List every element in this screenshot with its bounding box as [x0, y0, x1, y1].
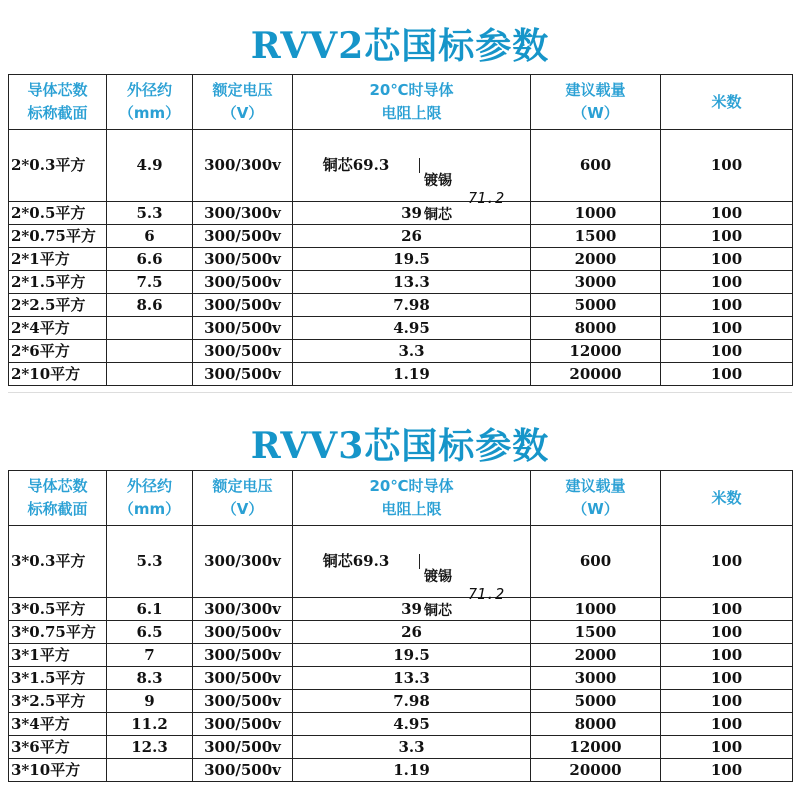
tinned-label-line-2: 铜芯: [424, 603, 452, 619]
table-row: [9, 667, 793, 690]
copper-resistance: 铜芯69.3: [293, 554, 420, 569]
table-row: [9, 759, 793, 782]
column-header-line: 外径约: [126, 81, 172, 99]
spec-cell: 2*4平方: [9, 317, 107, 340]
load-cell: 20000: [531, 759, 661, 782]
header-row: [9, 75, 793, 130]
load-cell: 1000: [531, 598, 661, 621]
table-row: [9, 340, 793, 363]
resistance-cell: 13.3: [293, 667, 531, 690]
voltage-cell: 300/500v: [193, 621, 293, 644]
voltage-cell: 300/500v: [193, 667, 293, 690]
voltage-cell: 300/300v: [193, 598, 293, 621]
column-header-line: 导体芯数: [27, 81, 88, 99]
outer-diameter-cell: 5.3: [107, 202, 193, 225]
column-header-line: （mm）: [118, 104, 181, 122]
spec-cell: 2*2.5平方: [9, 294, 107, 317]
resistance-cell: 19.5: [293, 248, 531, 271]
column-header-line: 额定电压: [212, 477, 273, 495]
outer-diameter-cell: 7: [107, 644, 193, 667]
column-header: [531, 75, 661, 130]
resistance-cell: 39: [293, 598, 531, 621]
column-header: [193, 471, 293, 526]
outer-diameter-cell: [107, 317, 193, 340]
outer-diameter-cell: 6: [107, 225, 193, 248]
load-cell: 12000: [531, 340, 661, 363]
column-header-line: 导体芯数: [27, 477, 88, 495]
meters-cell: 100: [661, 526, 793, 598]
voltage-cell: 300/500v: [193, 690, 293, 713]
spec-cell: 2*0.3平方: [9, 130, 107, 202]
voltage-cell: 300/500v: [193, 713, 293, 736]
tinned-value: 71.2: [468, 189, 505, 207]
column-header-line: （mm）: [118, 500, 181, 518]
tinned-copper-resistance: [420, 158, 530, 223]
voltage-cell: 300/300v: [193, 202, 293, 225]
column-header-line: 20℃时导体: [369, 81, 454, 99]
meters-cell: 100: [661, 130, 793, 202]
spec-cell: 2*1平方: [9, 248, 107, 271]
meters-cell: 100: [661, 225, 793, 248]
resistance-cell: 26: [293, 225, 531, 248]
table-row: [9, 225, 793, 248]
meters-cell: 100: [661, 759, 793, 782]
column-header: [661, 471, 793, 526]
column-header: [9, 471, 107, 526]
load-cell: 1500: [531, 225, 661, 248]
resistance-cell: 13.3: [293, 271, 531, 294]
spec-cell: 3*1平方: [9, 644, 107, 667]
tinned-value: 71.2: [468, 585, 505, 603]
outer-diameter-cell: [107, 340, 193, 363]
spec-cell: 2*1.5平方: [9, 271, 107, 294]
table-row: [9, 736, 793, 759]
spec-cell: 3*1.5平方: [9, 667, 107, 690]
column-header-line: （V）: [221, 104, 264, 122]
spec-cell: 3*2.5平方: [9, 690, 107, 713]
spec-cell: 2*0.75平方: [9, 225, 107, 248]
load-cell: 8000: [531, 317, 661, 340]
column-header-line: 20℃时导体: [369, 477, 454, 495]
load-cell: 5000: [531, 690, 661, 713]
spec-cell: 2*6平方: [9, 340, 107, 363]
resistance-cell: 4.95: [293, 317, 531, 340]
voltage-cell: 300/500v: [193, 736, 293, 759]
column-header-line: 额定电压: [212, 81, 273, 99]
column-header-line: 电阻上限: [381, 104, 442, 122]
column-header: [193, 75, 293, 130]
resistance-cell: 7.98: [293, 294, 531, 317]
spec-cell: 3*4平方: [9, 713, 107, 736]
resistance-cell: 3.3: [293, 736, 531, 759]
table-row: [9, 248, 793, 271]
column-header-line: 米数: [711, 92, 742, 111]
table-row: [9, 130, 793, 202]
load-cell: 8000: [531, 713, 661, 736]
voltage-cell: 300/500v: [193, 363, 293, 386]
rvv2-section: [0, 0, 800, 390]
tinned-label-line-2: 铜芯: [424, 207, 452, 223]
rvv3-section: [0, 400, 800, 800]
meters-cell: 100: [661, 271, 793, 294]
load-cell: 3000: [531, 667, 661, 690]
column-header: [531, 471, 661, 526]
spec-cell: 3*0.75平方: [9, 621, 107, 644]
meters-cell: 100: [661, 736, 793, 759]
outer-diameter-cell: 4.9: [107, 130, 193, 202]
resistance-cell: 19.5: [293, 644, 531, 667]
load-cell: 1500: [531, 621, 661, 644]
column-header-line: （W）: [572, 500, 619, 518]
meters-cell: 100: [661, 713, 793, 736]
resistance-cell: 4.95: [293, 713, 531, 736]
meters-cell: 100: [661, 248, 793, 271]
meters-cell: 100: [661, 340, 793, 363]
outer-diameter-cell: 8.6: [107, 294, 193, 317]
column-header: [661, 75, 793, 130]
table-row: [9, 271, 793, 294]
column-header-line: 电阻上限: [381, 500, 442, 518]
voltage-cell: 300/500v: [193, 294, 293, 317]
outer-diameter-cell: [107, 759, 193, 782]
load-cell: 2000: [531, 248, 661, 271]
column-header-line: （W）: [572, 104, 619, 122]
tinned-label-line-1: 镀锡: [424, 569, 452, 585]
table-row: [9, 294, 793, 317]
outer-diameter-cell: 7.5: [107, 271, 193, 294]
spec-cell: 3*6平方: [9, 736, 107, 759]
table-row: [9, 202, 793, 225]
column-header: [107, 75, 193, 130]
column-header-line: 建议载量: [565, 477, 626, 495]
header-row: [9, 471, 793, 526]
column-header: [9, 75, 107, 130]
meters-cell: 100: [661, 598, 793, 621]
voltage-cell: 300/500v: [193, 644, 293, 667]
outer-diameter-cell: 6.5: [107, 621, 193, 644]
meters-cell: 100: [661, 202, 793, 225]
resistance-cell: 1.19: [293, 759, 531, 782]
spec-table: [8, 74, 793, 386]
resistance-cell: 7.98: [293, 690, 531, 713]
column-header: [293, 471, 531, 526]
spec-cell: 2*10平方: [9, 363, 107, 386]
voltage-cell: 300/300v: [193, 130, 293, 202]
meters-cell: 100: [661, 294, 793, 317]
meters-cell: 100: [661, 317, 793, 340]
spec-cell: 3*0.3平方: [9, 526, 107, 598]
load-cell: 12000: [531, 736, 661, 759]
table-row: [9, 317, 793, 340]
voltage-cell: 300/500v: [193, 271, 293, 294]
resistance-cell: 3.3: [293, 340, 531, 363]
meters-cell: 100: [661, 621, 793, 644]
tinned-copper-resistance: [420, 554, 530, 619]
tinned-label-line-1: 镀锡: [424, 173, 452, 189]
outer-diameter-cell: 11.2: [107, 713, 193, 736]
outer-diameter-cell: 6.1: [107, 598, 193, 621]
meters-cell: 100: [661, 644, 793, 667]
column-header-line: 标称截面: [27, 104, 88, 122]
meters-cell: 100: [661, 667, 793, 690]
table-title: RVV3芯国标参数: [250, 425, 550, 467]
table-row: [9, 363, 793, 386]
voltage-cell: 300/500v: [193, 317, 293, 340]
load-cell: 2000: [531, 644, 661, 667]
outer-diameter-cell: 6.6: [107, 248, 193, 271]
load-cell: 600: [531, 130, 661, 202]
outer-diameter-cell: 12.3: [107, 736, 193, 759]
column-header: [107, 471, 193, 526]
voltage-cell: 300/500v: [193, 225, 293, 248]
voltage-cell: 300/300v: [193, 526, 293, 598]
meters-cell: 100: [661, 690, 793, 713]
column-header-line: （V）: [221, 500, 264, 518]
table-row: [9, 526, 793, 598]
outer-diameter-cell: 5.3: [107, 526, 193, 598]
spec-table: [8, 470, 793, 782]
spec-cell: 3*10平方: [9, 759, 107, 782]
spec-cell: 3*0.5平方: [9, 598, 107, 621]
table-row: [9, 690, 793, 713]
load-cell: 1000: [531, 202, 661, 225]
load-cell: 5000: [531, 294, 661, 317]
outer-diameter-cell: 8.3: [107, 667, 193, 690]
table-row: [9, 644, 793, 667]
table-row: [9, 621, 793, 644]
table-row: [9, 598, 793, 621]
load-cell: 600: [531, 526, 661, 598]
column-header-line: 建议载量: [565, 81, 626, 99]
voltage-cell: 300/500v: [193, 248, 293, 271]
voltage-cell: 300/500v: [193, 340, 293, 363]
outer-diameter-cell: [107, 363, 193, 386]
spec-cell: 2*0.5平方: [9, 202, 107, 225]
outer-diameter-cell: 9: [107, 690, 193, 713]
column-header: [293, 75, 531, 130]
meters-cell: 100: [661, 363, 793, 386]
resistance-cell: 26: [293, 621, 531, 644]
column-header-line: 米数: [711, 488, 742, 507]
copper-resistance: 铜芯69.3: [293, 158, 420, 173]
column-header-line: 标称截面: [27, 500, 88, 518]
column-header-line: 外径约: [126, 477, 172, 495]
load-cell: 20000: [531, 363, 661, 386]
voltage-cell: 300/500v: [193, 759, 293, 782]
table-row: [9, 713, 793, 736]
resistance-cell: 39: [293, 202, 531, 225]
table-title: RVV2芯国标参数: [250, 25, 550, 67]
resistance-cell: 1.19: [293, 363, 531, 386]
load-cell: 3000: [531, 271, 661, 294]
